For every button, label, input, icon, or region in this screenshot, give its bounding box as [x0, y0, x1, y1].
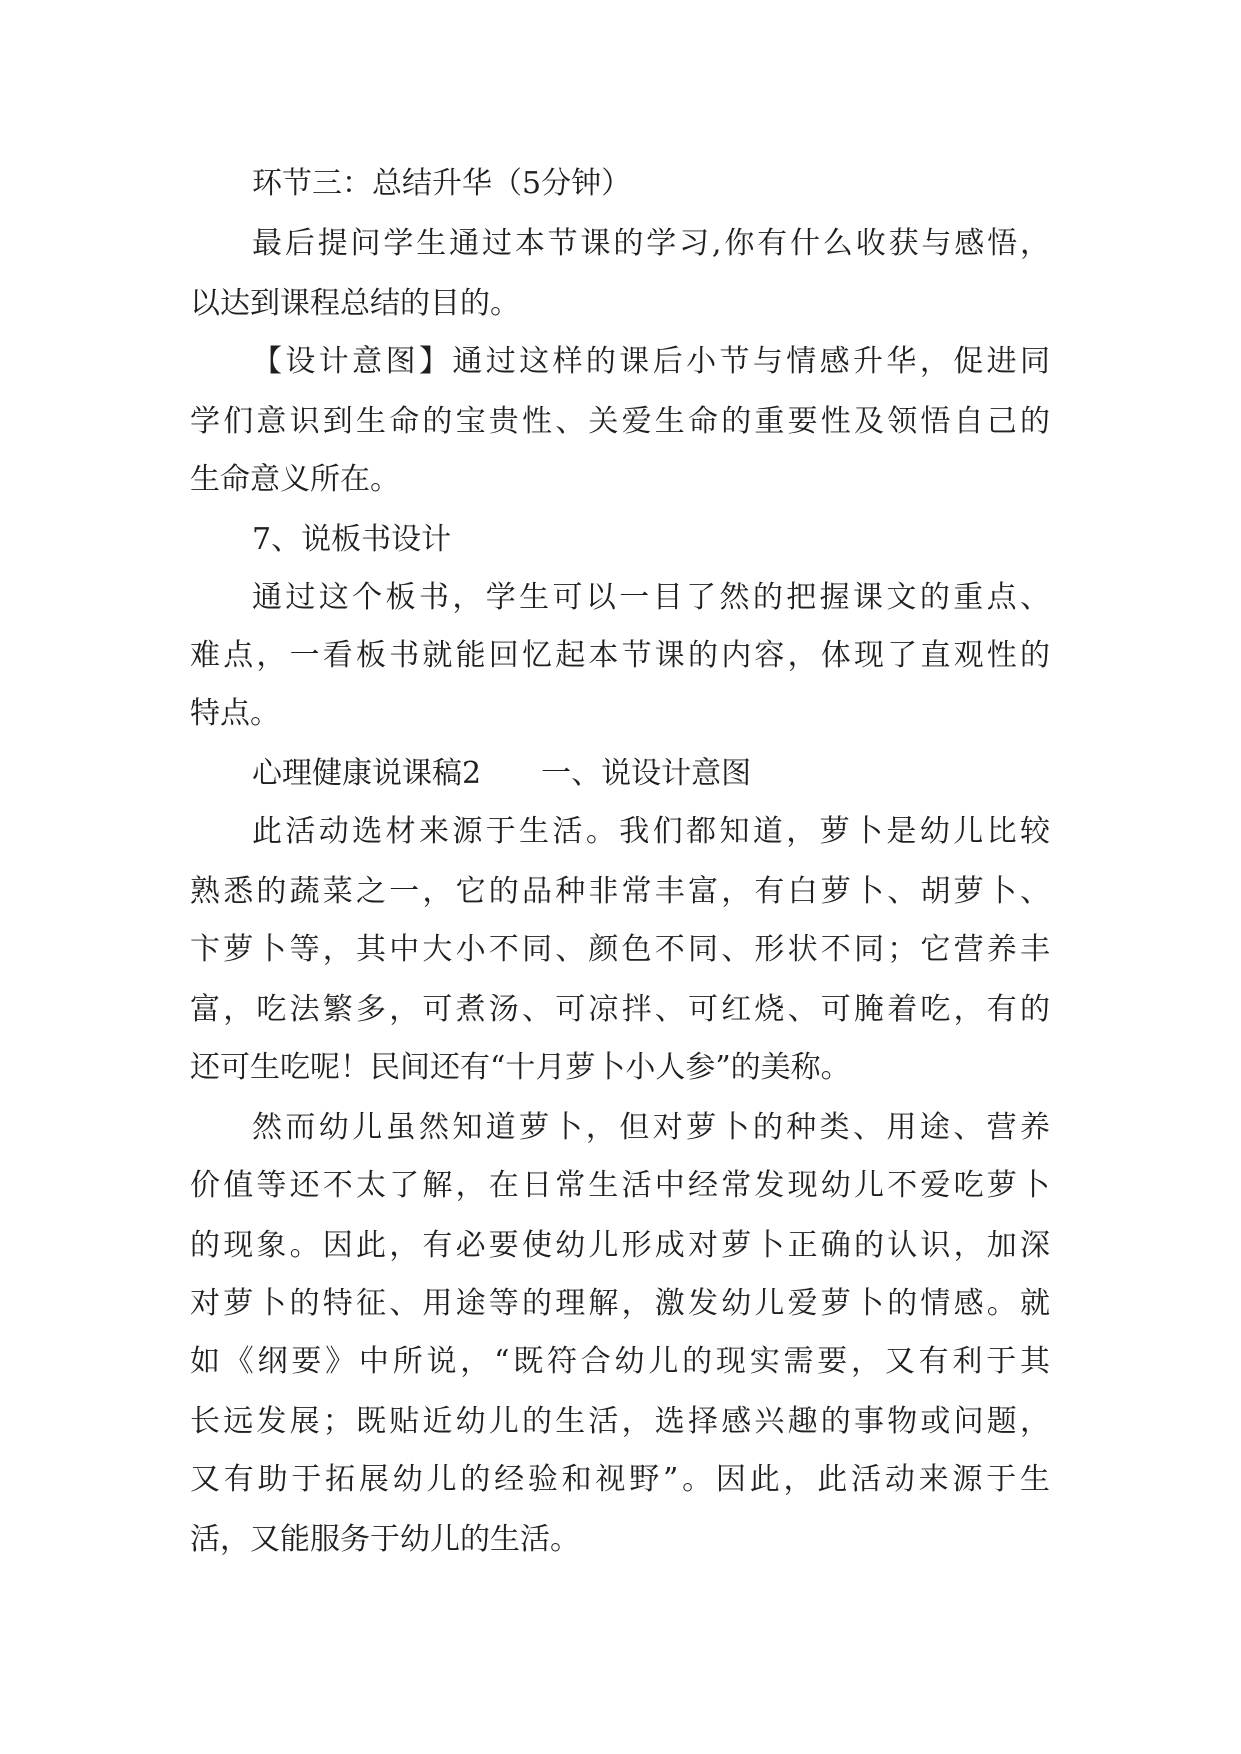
section-heading: 一、说设计意图	[541, 756, 752, 791]
paragraph-line: 难点，一看板书就能回忆起本节课的内容，体现了直观性的	[190, 638, 1050, 673]
paragraph-line: 还可生吃呢！民间还有“十月萝卜小人参”的美称。	[190, 1050, 851, 1085]
paragraph-line: 对萝卜的特征、用途等的理解，激发幼儿爱萝卜的情感。就	[190, 1286, 1050, 1321]
paragraph-line: 又有助于拓展幼儿的经验和视野”。因此，此活动来源于生	[190, 1462, 1050, 1497]
paragraph-line: 学们意识到生命的宝贵性、关爱生命的重要性及领悟自己的	[190, 404, 1050, 439]
section-heading: 7、说板书设计	[252, 522, 452, 557]
paragraph-line: 长远发展；既贴近幼儿的生活，选择感兴趣的事物或问题，	[190, 1404, 1050, 1439]
paragraph-line: 通过这个板书，学生可以一目了然的把握课文的重点、	[252, 580, 1050, 615]
paragraph-line: 活，又能服务于幼儿的生活。	[190, 1522, 580, 1557]
paragraph-line: 熟悉的蔬菜之一，它的品种非常丰富，有白萝卜、胡萝卜、	[190, 874, 1050, 909]
paragraph-line: 特点。	[190, 696, 280, 731]
paragraph-line: 价值等还不太了解，在日常生活中经常发现幼儿不爱吃萝卜	[190, 1168, 1050, 1203]
paragraph-line: 最后提问学生通过本节课的学习,你有什么收获与感悟，	[252, 226, 1050, 261]
paragraph-line: 然而幼儿虽然知道萝卜，但对萝卜的种类、用途、营养	[252, 1110, 1050, 1145]
paragraph-line: 的现象。因此，有必要使幼儿形成对萝卜正确的认识，加深	[190, 1228, 1050, 1263]
paragraph-line: 生命意义所在。	[190, 462, 400, 497]
document-title: 心理健康说课稿2	[252, 756, 482, 791]
paragraph-line: 【设计意图】通过这样的课后小节与情感升华，促进同	[252, 344, 1050, 379]
paragraph-line: 富，吃法繁多，可煮汤、可凉拌、可红烧、可腌着吃，有的	[190, 992, 1050, 1027]
document-title-line	[252, 754, 751, 794]
paragraph-line: 如《纲要》中所说，“既符合幼儿的现实需要，又有利于其	[190, 1344, 1050, 1379]
paragraph-line: 此活动选材来源于生活。我们都知道，萝卜是幼儿比较	[252, 814, 1050, 849]
paragraph-line: 卞萝卜等，其中大小不同、颜色不同、形状不同；它营养丰	[190, 932, 1050, 967]
paragraph-line: 以达到课程总结的目的。	[190, 286, 520, 321]
section-heading: 环节三：总结升华（5分钟）	[252, 166, 632, 201]
